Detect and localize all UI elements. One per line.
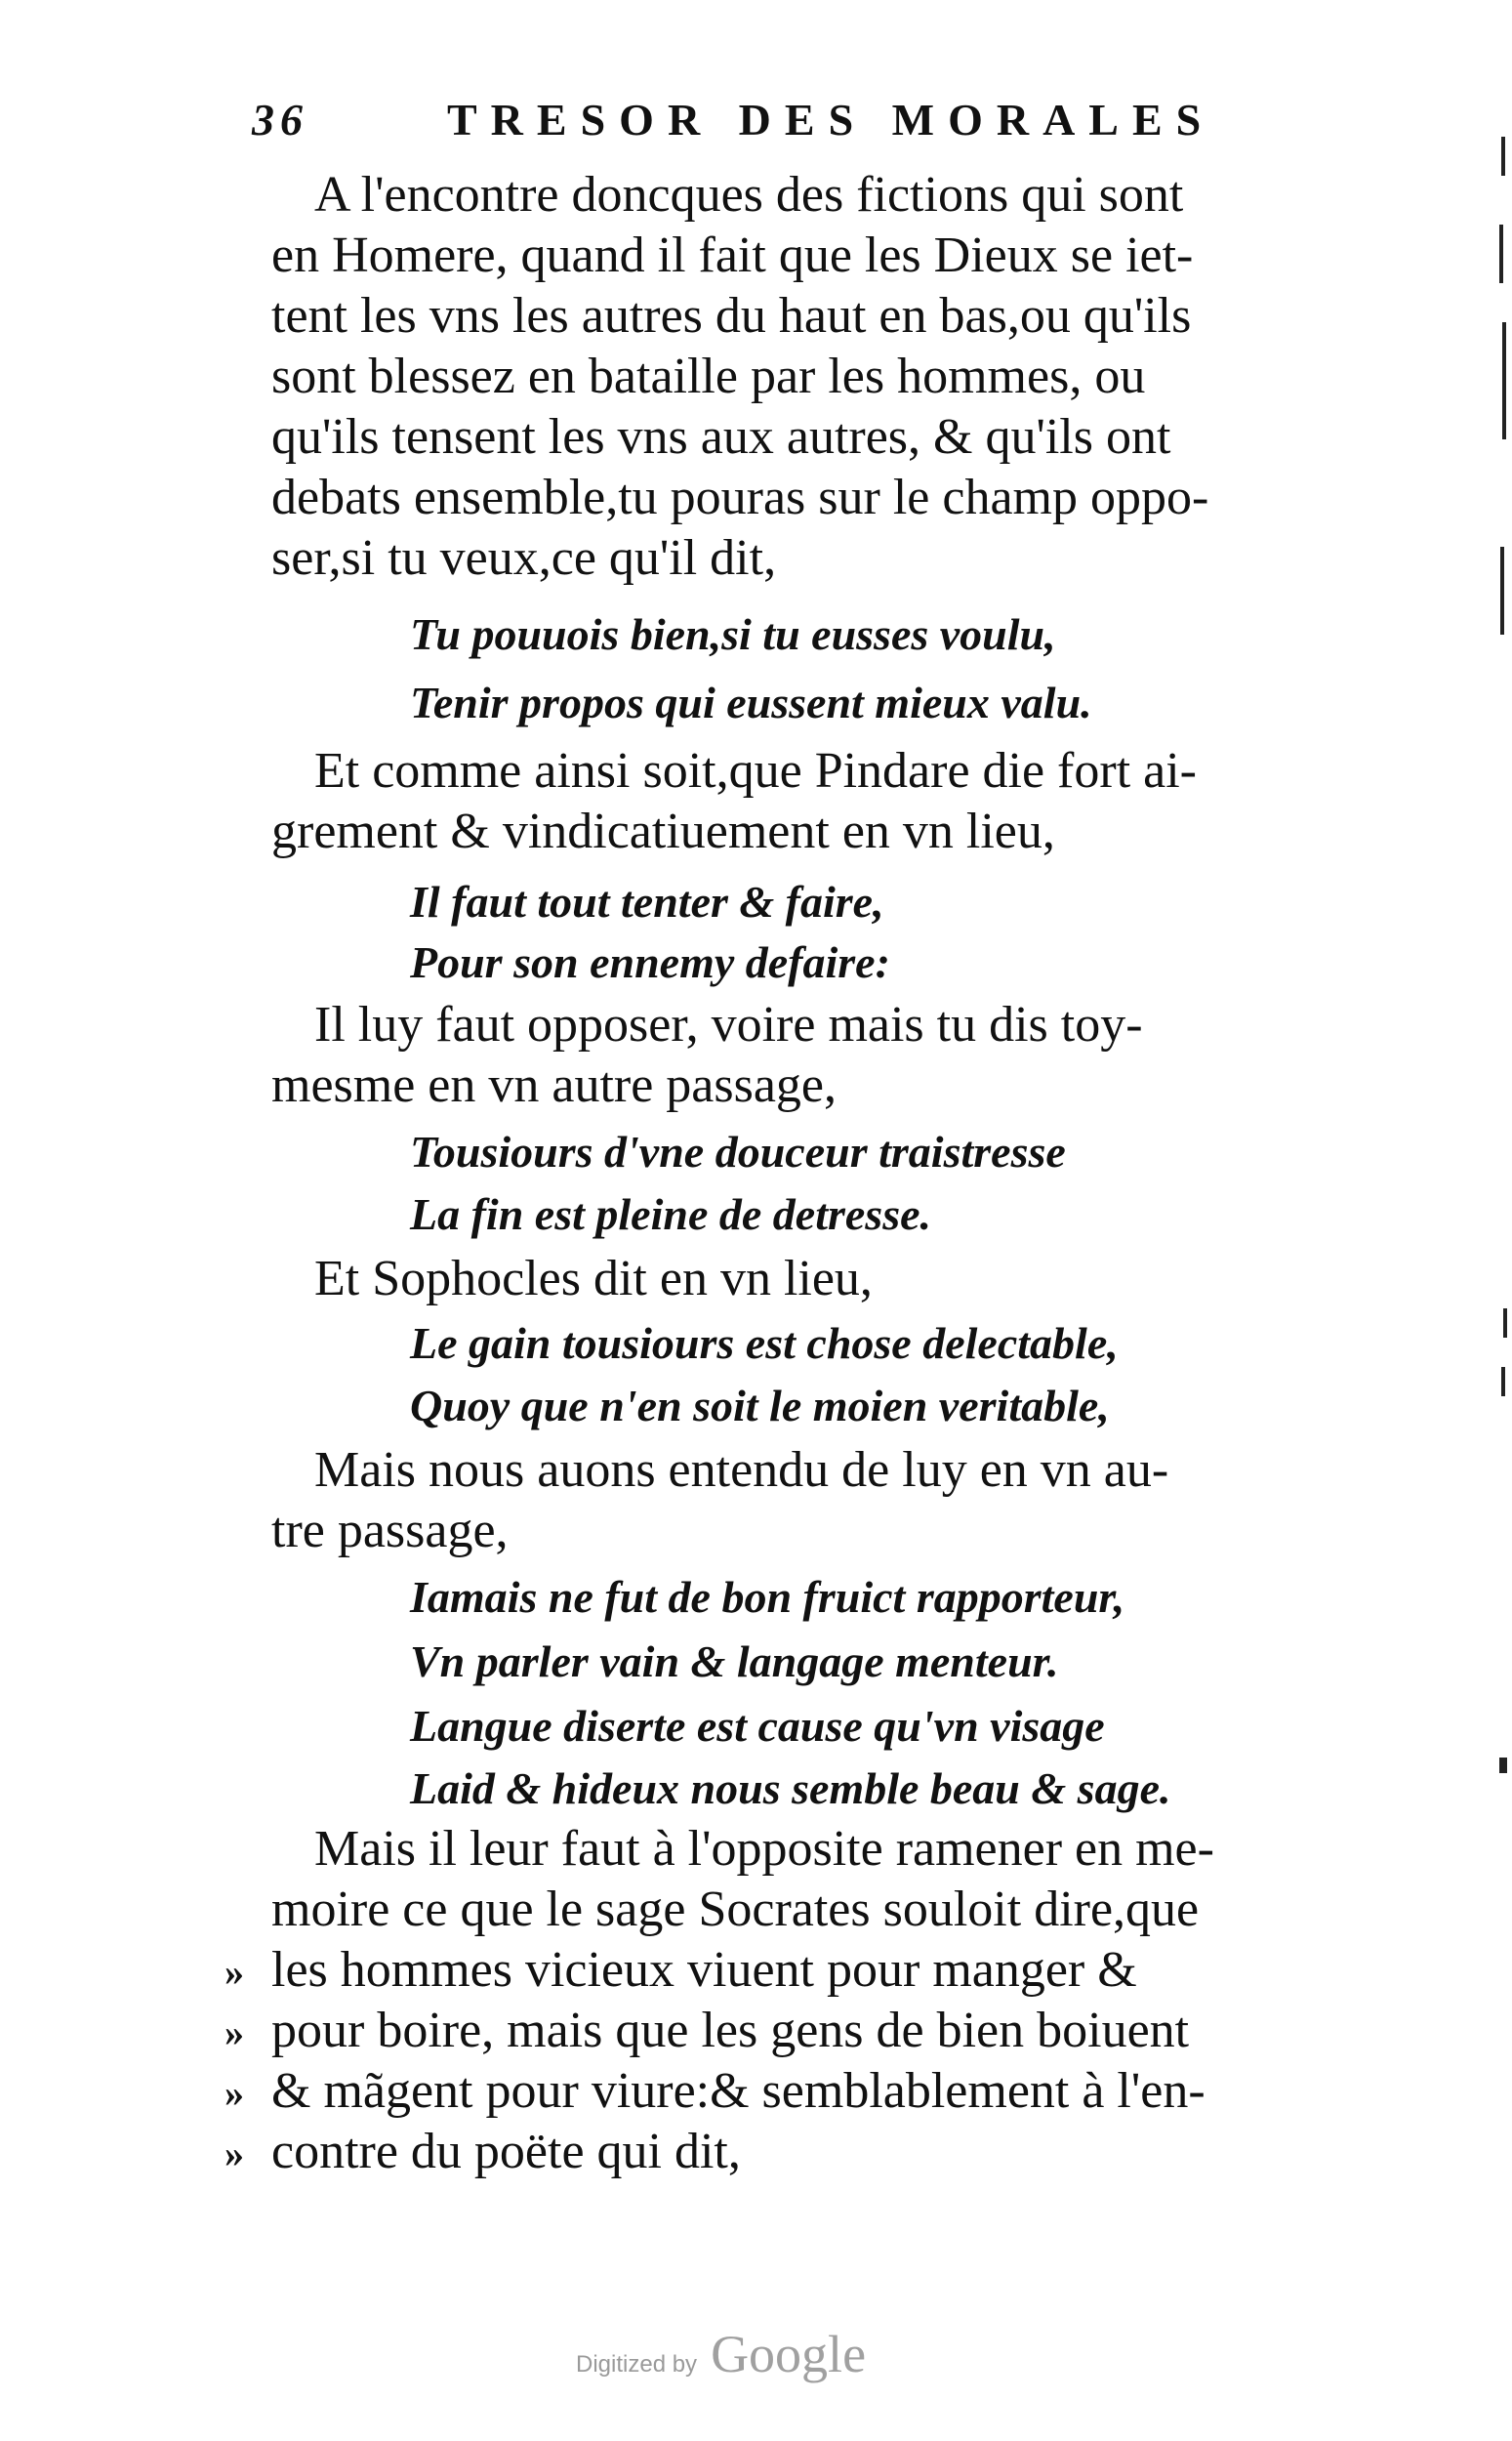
page-header (252, 94, 1326, 162)
verse-line: Tu pouuois bien,si tu eusses voulu, (410, 609, 1056, 659)
quote-mark: » (225, 2010, 244, 2054)
running-title: TRESOR DES MORALES (447, 95, 1215, 145)
quote-mark: » (225, 2131, 244, 2175)
text-line: moire ce que le sage Socrates souloit dire,que (271, 1882, 1200, 1937)
text-line: Et comme ainsi soit,que Pindare die fort ai- (314, 743, 1197, 799)
verse-line: Il faut tout tenter & faire, (410, 877, 884, 927)
quote-mark: » (225, 1950, 244, 1994)
verse-line: Langue diserte est cause qu'vn visage (410, 1701, 1105, 1751)
text-line: tent les vns les autres du haut en bas,ou qu'ils (271, 288, 1192, 344)
text-line: Il luy faut opposer, voire mais tu dis toy- (314, 997, 1143, 1053)
scan-edge-mark (1499, 225, 1503, 283)
verse-line: Tousiours d'vne douceur traistresse (410, 1127, 1066, 1177)
text-line: tre passage, (271, 1503, 509, 1558)
verse-line: Pour son ennemy defaire: (410, 937, 890, 987)
text-line: en Homere, quand il fait que les Dieux se iet- (271, 228, 1194, 283)
text-line: Mais nous auons entendu de luy en vn au- (314, 1442, 1169, 1498)
text-line: qu'ils tensent les vns aux autres, & qu'ils ont (271, 409, 1171, 465)
text-line: mesme en vn autre passage, (271, 1057, 838, 1113)
digitized-by-label: Digitized by (576, 2351, 698, 2378)
google-logo: Google (711, 2325, 867, 2383)
text-line: debats ensemble,tu pouras sur le champ oppo- (271, 470, 1209, 525)
text-line: contre du poëte qui dit, (271, 2124, 741, 2179)
scan-edge-mark (1501, 137, 1505, 176)
text-line: grement & vindicatiuement en vn lieu, (271, 804, 1055, 859)
text-line: Mais il leur faut à l'opposite ramener en me- (314, 1821, 1214, 1877)
text-line: A l'encontre doncques des fictions qui sont (314, 167, 1184, 223)
verse-line: Quoy que n'en soit le moien veritable, (410, 1381, 1110, 1430)
scan-edge-mark (1502, 322, 1506, 439)
text-line: sont blessez en bataille par les hommes, ou (271, 349, 1146, 404)
scan-edge-mark (1503, 1308, 1507, 1338)
verse-line: Laid & hideux nous semble beau & sage. (410, 1763, 1171, 1813)
text-line: ser,si tu veux,ce qu'il dit, (271, 530, 777, 586)
verse-line: Iamais ne fut de bon fruict rapporteur, (410, 1572, 1125, 1622)
text-line: & mãgent pour viure:& semblablement à l'en- (271, 2063, 1206, 2119)
text-line: Et Sophocles dit en vn lieu, (314, 1251, 873, 1306)
verse-line: Tenir propos qui eussent mieux valu. (410, 678, 1092, 727)
text-line: pour boire, mais que les gens de bien boiuent (271, 2003, 1190, 2058)
digitized-watermark (576, 2324, 866, 2382)
scan-edge-mark (1501, 1367, 1505, 1396)
text-line: les hommes vicieux viuent pour manger & (271, 1942, 1137, 1998)
scan-edge-mark (1500, 547, 1504, 635)
page-number: 36 (252, 95, 308, 145)
scan-edge-mark (1499, 1758, 1507, 1773)
verse-line: Vn parler vain & langage menteur. (410, 1636, 1059, 1686)
verse-line: Le gain tousiours est chose delectable, (410, 1318, 1119, 1368)
quote-mark: » (225, 2071, 244, 2115)
verse-line: La fin est pleine de detresse. (410, 1189, 932, 1239)
